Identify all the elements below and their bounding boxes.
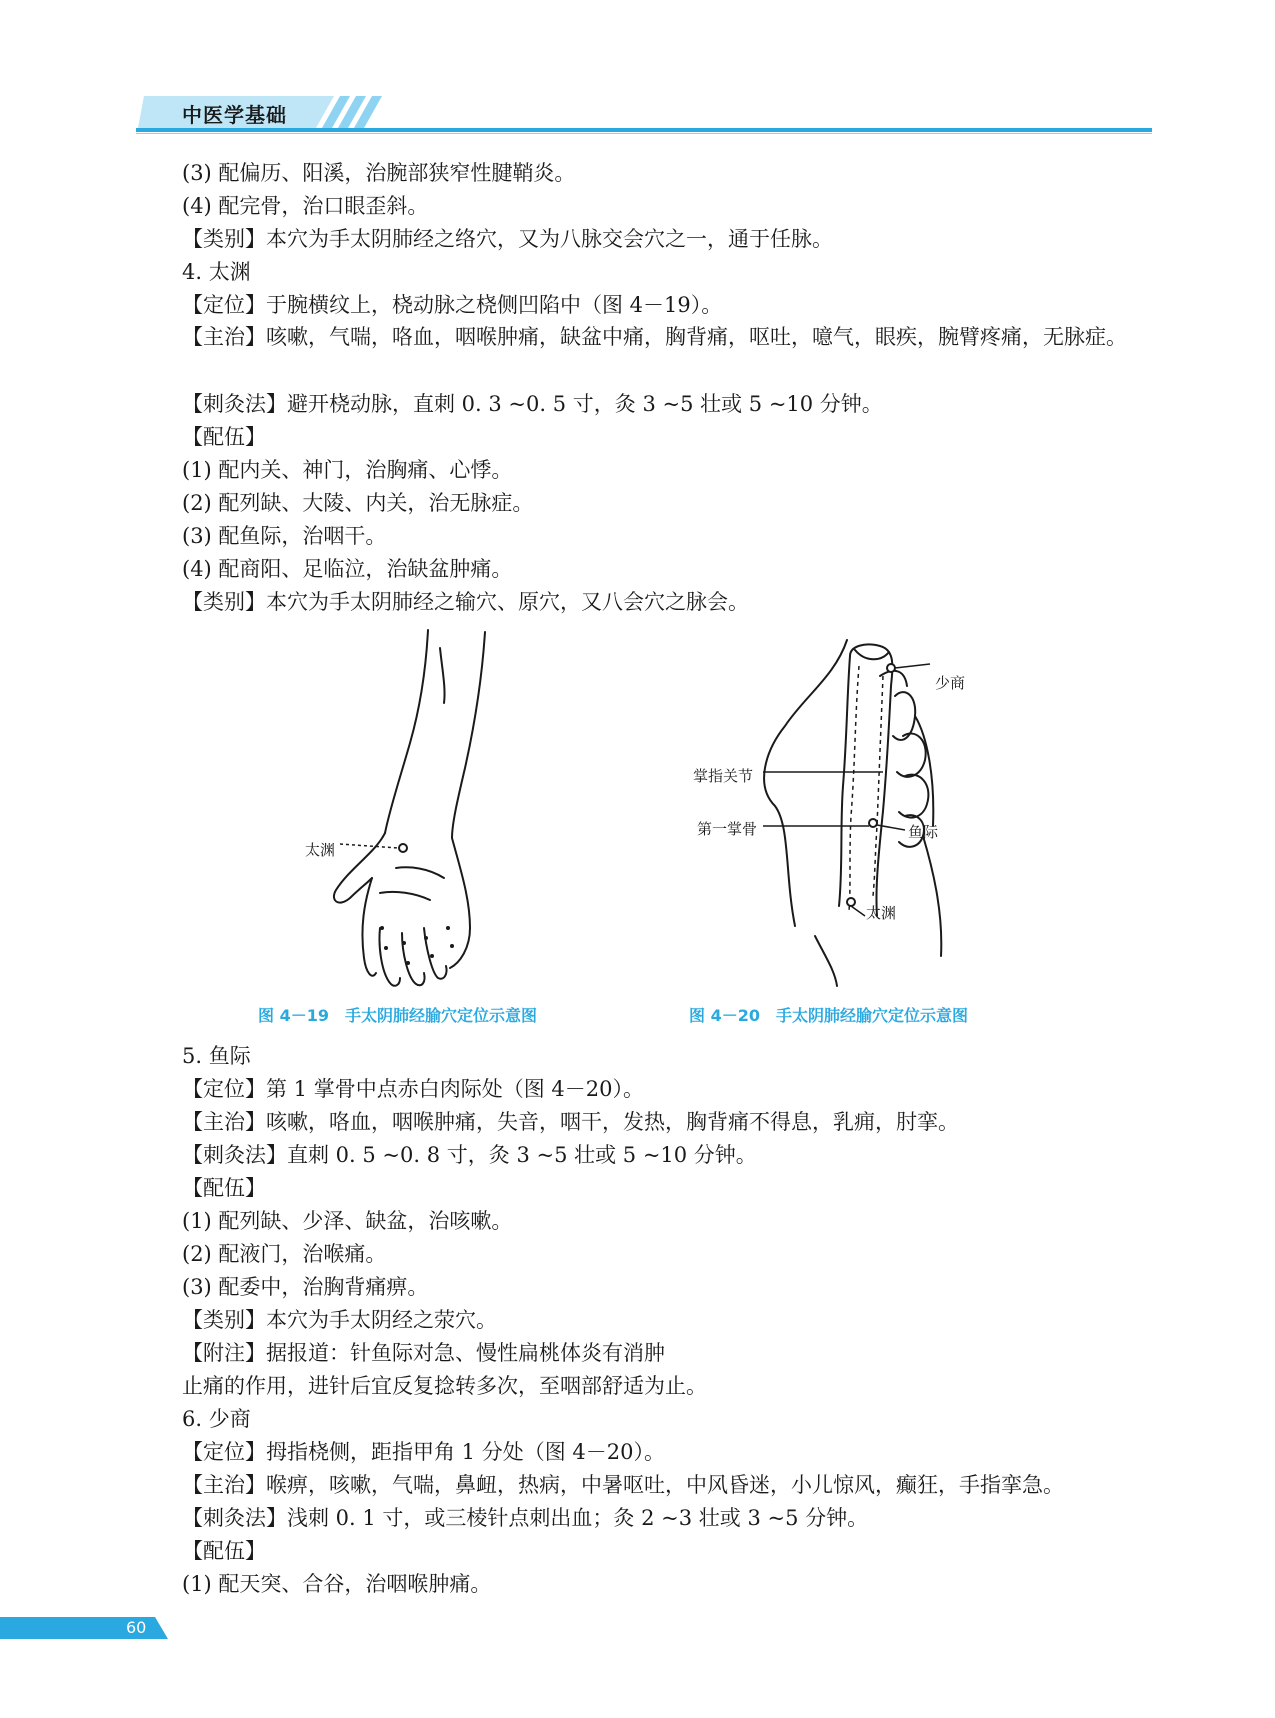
yuji-point-marker <box>869 819 877 827</box>
header-rule <box>136 128 1152 132</box>
text-line: 【类别】本穴为手太阴肺经之络穴，又为八脉交会穴之一，通于任脉。 <box>182 227 833 251</box>
text-line: 【刺灸法】避开桡动脉，直刺 0. 3 ~0. 5 寸，灸 3 ~5 壮或 5 ~10 分钟。 <box>182 392 883 416</box>
text-line: (2) 配液门，治喉痛。 <box>182 1242 387 1266</box>
text-line: 【配伍】 <box>182 1539 266 1563</box>
text-line: (1) 配内关、神门，治胸痛、心悸。 <box>182 458 513 482</box>
figure-thumb-illustration <box>755 636 955 991</box>
text-line: (2) 配列缺、大陵、内关，治无脉症。 <box>182 491 534 515</box>
section-heading-taiyuan: 4. 太渊 <box>182 260 251 284</box>
figure2-caption: 图 4－20 手太阴肺经腧穴定位示意图 <box>689 1006 968 1025</box>
section-heading-shaoshang: 6. 少商 <box>182 1407 251 1431</box>
figure2-label-shaoshang: 少商 <box>935 674 966 692</box>
page-number: 60 <box>126 1618 147 1637</box>
header-rule-thin <box>136 133 1152 134</box>
text-line: 【定位】于腕横纹上，桡动脉之桡侧凹陷中（图 4－19）。 <box>182 293 723 317</box>
text-line: (3) 配偏历、阳溪，治腕部狭窄性腱鞘炎。 <box>182 161 576 185</box>
text-line: (3) 配鱼际，治咽干。 <box>182 524 387 548</box>
taiyuan-point-marker <box>399 844 407 852</box>
running-header-tab <box>138 94 388 130</box>
text-line: (4) 配完骨，治口眼歪斜。 <box>182 194 429 218</box>
figure2-label-diyi: 第一掌骨 <box>697 820 758 838</box>
text-line: 【刺灸法】浅刺 0. 1 寸，或三棱针点刺出血；灸 2 ~3 壮或 3 ~5 分钟。 <box>182 1506 869 1530</box>
text-line: 止痛的作用，进针后宜反复捻转多次，至咽部舒适为止。 <box>182 1374 707 1398</box>
text-line: 【定位】第 1 掌骨中点赤白肉际处（图 4－20）。 <box>182 1077 644 1101</box>
text-line: (1) 配天突、合谷，治咽喉肿痛。 <box>182 1572 492 1596</box>
figure2-label-zhangzhi: 掌指关节 <box>693 767 754 785</box>
text-line: 【类别】本穴为手太阴肺经之输穴、原穴，又八会穴之脉会。 <box>182 590 749 614</box>
figure1-label-taiyuan: 太渊 <box>305 841 336 859</box>
text-line: 【配伍】 <box>182 1176 266 1200</box>
section-heading-yuji: 5. 鱼际 <box>182 1044 251 1068</box>
running-header-title: 中医学基础 <box>182 103 287 127</box>
text-line: (1) 配列缺、少泽、缺盆，治咳嗽。 <box>182 1209 513 1233</box>
text-line: 【定位】拇指桡侧，距指甲角 1 分处（图 4－20）。 <box>182 1440 665 1464</box>
text-line: (3) 配委中，治胸背痛痹。 <box>182 1275 429 1299</box>
text-line: 【刺灸法】直刺 0. 5 ~0. 8 寸，灸 3 ~5 壮或 5 ~10 分钟。 <box>182 1143 757 1167</box>
figure1-caption: 图 4－19 手太阴肺经腧穴定位示意图 <box>258 1006 537 1025</box>
text-line: 【类别】本穴为手太阴经之荥穴。 <box>182 1308 497 1332</box>
text-line: 【附注】据报道：针鱼际对急、慢性扁桃体炎有消肿 <box>182 1341 665 1365</box>
figure2-label-yuji: 鱼际 <box>908 823 939 841</box>
figure-forearm-illustration <box>320 628 490 993</box>
taiyuan-point-marker-2 <box>847 898 855 906</box>
shaoshang-point-marker <box>887 664 895 672</box>
text-line: 【配伍】 <box>182 425 266 449</box>
text-line: 【主治】咳嗽，咯血，咽喉肿痛，失音，咽干，发热，胸背痛不得息，乳痈，肘挛。 <box>182 1110 959 1134</box>
text-line: 【主治】喉痹，咳嗽，气喘，鼻衄，热病，中暑呕吐，中风昏迷，小儿惊风，癫狂，手指挛急。 <box>182 1473 1064 1497</box>
text-line: (4) 配商阳、足临泣，治缺盆肿痛。 <box>182 557 513 581</box>
paragraph-taiyuan-indications: 【主治】咳嗽，气喘，咯血，咽喉肿痛，缺盆中痛，胸背痛，呕吐，噫气，眼疾，腕臂疼痛，无脉症。 <box>182 325 1127 349</box>
figure2-label-taiyuan: 太渊 <box>866 904 897 922</box>
